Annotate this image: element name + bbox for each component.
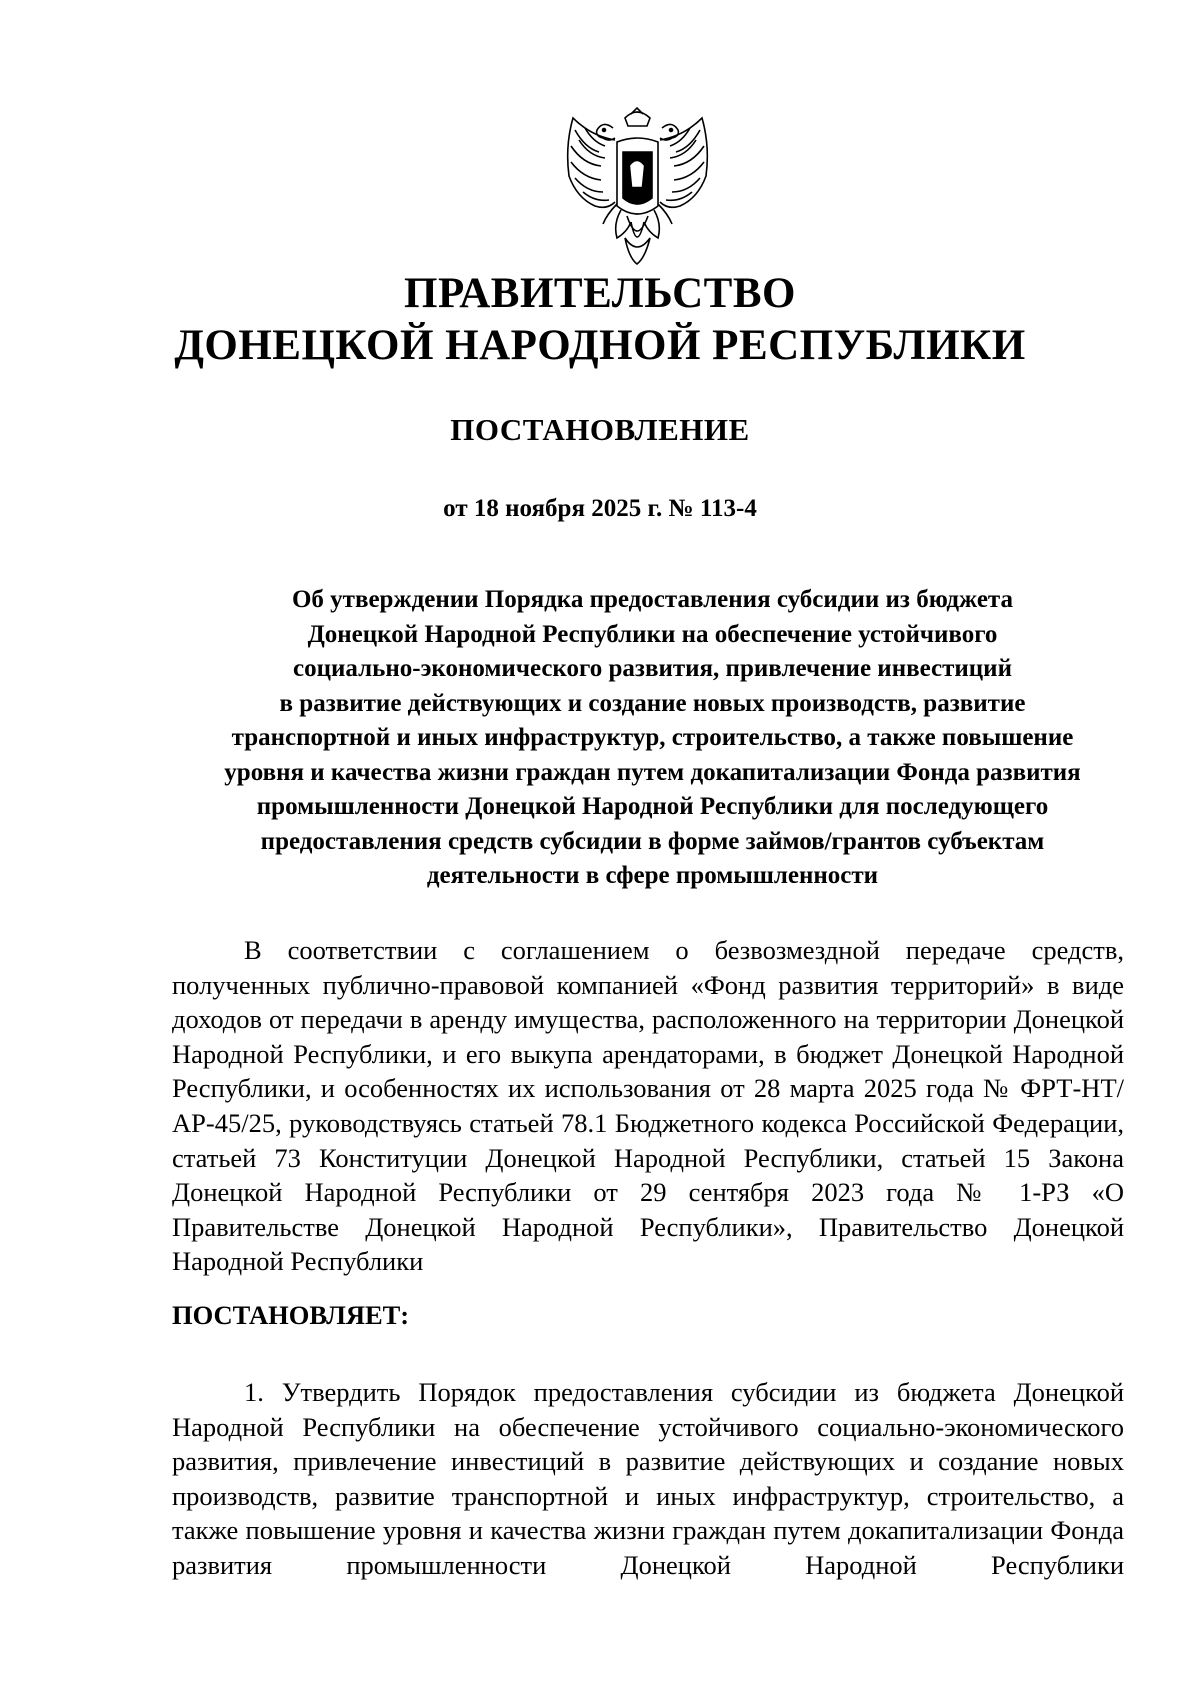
government-name-line2: ДОНЕЦКОЙ НАРОДНОЙ РЕСПУБЛИКИ (174, 322, 1026, 369)
title-line: транспортной и иных инфраструктур, строительство, а также повышение (231, 724, 1074, 751)
preamble-paragraph: В соответствии с соглашением о безвозмездной передаче средств, полученных публично-правовой компанией «Фонд развития территорий» в виде доходов от передачи в аренду имущества, расположенного на территории Донецкой Народной Республики, и его выкупа арендаторами, в бюджет Донецкой Народной Республики, и особенностях их использования от 28 марта 2025 года № ФРТ-НТ/АР-45/25, руководствуясь статьей 78.1 Бюджетного кодекса Российской Федерации, статьей 73 Конституции Донецкой Народной Республики, статьей 15 Закона Донецкой Народной Республики от 29 сентября 2023 года № 1-РЗ «О Правительстве Донецкой Народной Республики», Правительство Донецкой Народной Республики (172, 935, 1124, 1277)
title-line: социально-экономического развития, привлечение инвестиций (293, 655, 1012, 682)
title-line: предоставления средств субсидии в форме займов/грантов субъектам (260, 827, 1045, 855)
government-name (0, 268, 1200, 372)
document-date-number: от 18 ноября 2025 г. № 113-4 (443, 495, 757, 522)
coat-of-arms-eagle-icon (555, 106, 720, 268)
title-line: Донецкой Народной Республики на обеспечение устойчивого (307, 620, 998, 648)
title-line: промышленности Донецкой Народной Республики для последующего (256, 793, 1049, 820)
title-line: в развитие действующих и создание новых производств, развитие (279, 689, 1026, 717)
item-1-paragraph: 1. Утвердить Порядок предоставления субсидии из бюджета Донецкой Народной Республики на обеспечение устойчивого социально-экономического развития, привлечение инвестиций в развитие действующих и создание новых производств, развитие транспортной и иных инфраструктур, строительство, а также повышение уровня и качества жизни граждан путем докапитализации Фонда развития промышленности Донецкой Народной Республики (172, 1377, 1124, 1580)
title-line: уровня и качества жизни граждан путем докапитализации Фонда развития (224, 758, 1081, 786)
resolves-heading: ПОСТАНОВЛЯЕТ: (172, 1300, 410, 1330)
document-title (170, 583, 1135, 894)
document-type: ПОСТАНОВЛЕНИЕ (450, 412, 750, 447)
title-line: Об утверждении Порядка предоставления субсидии из бюджета (291, 586, 1014, 613)
government-name-line1: ПРАВИТЕЛЬСТВО (404, 270, 796, 317)
title-line: деятельности в сфере промышленности (426, 862, 879, 889)
